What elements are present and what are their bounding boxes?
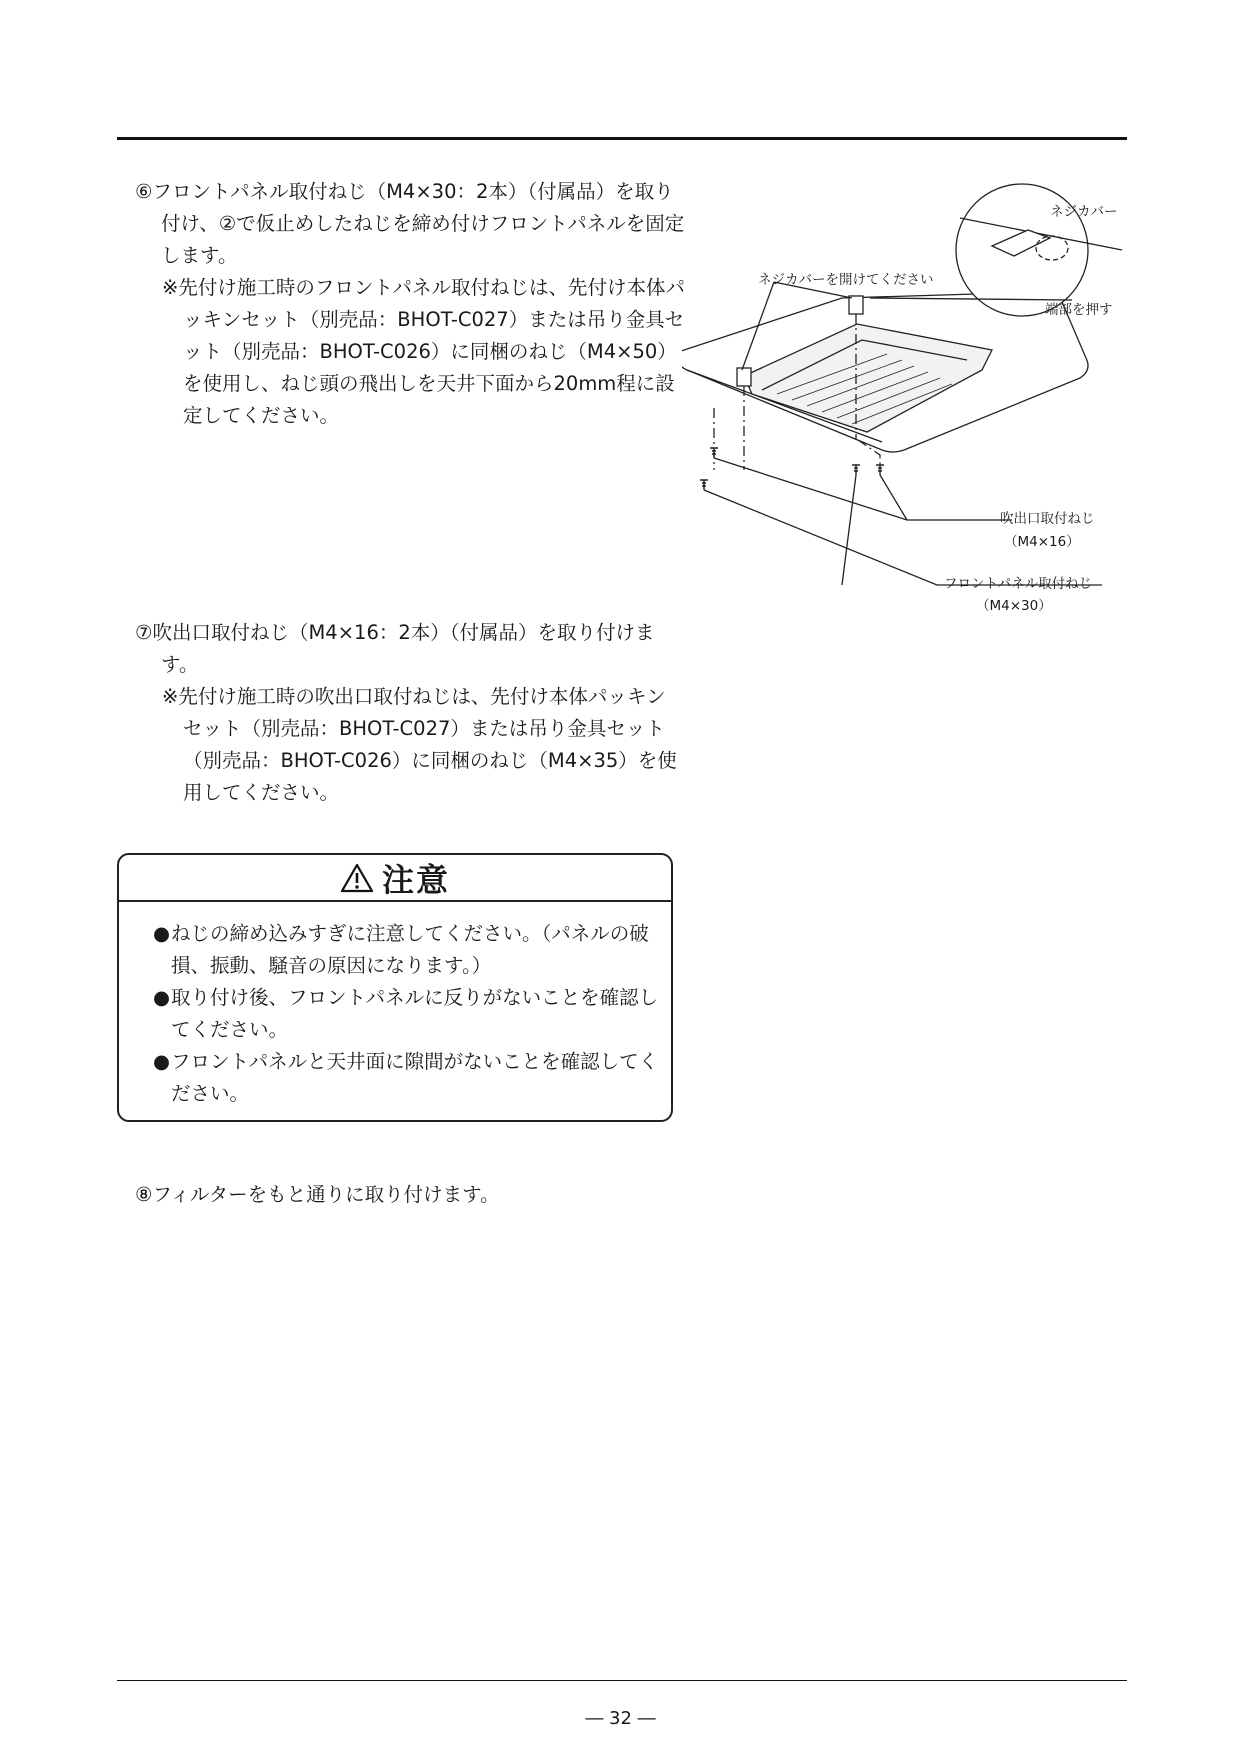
caution-header — [119, 855, 671, 902]
step-7-note: ※先付け施工時の吹出口取付ねじは、先付け本体パッキンセット（別売品：BHOT-C027）または吊り金具セット（別売品：BHOT-C026）に同梱のねじ（M4×35）を使用してください。 — [162, 685, 677, 804]
installation-diagram — [682, 180, 1130, 620]
step-8-text: ⑧フィルターをもと通りに取り付けます。 — [135, 1183, 500, 1206]
caution-box — [117, 853, 673, 1122]
step-6-text: ⑥フロントパネル取付ねじ（M4×30：2本）（付属品）を取り付け、②で仮止めしたねじを締め付けフロントパネルを固定します。 — [135, 180, 685, 267]
step-6-note: ※先付け施工時のフロントパネル取付ねじは、先付け本体パッキンセット（別売品：BHOT-C027）または吊り金具セット（別売品：BHOT-C026）に同梱のねじ（M4×50）を使用し、ねじ頭の飛出しを天井下面から20mm程に設定してください。 — [162, 276, 685, 427]
neji-cover-label: ネジカバー — [1050, 204, 1118, 220]
outlet-screw-size: （M4×16） — [1004, 534, 1080, 550]
panel-screw-label: フロントパネル取付ねじ — [944, 576, 1093, 592]
caution-item: ●取り付け後、フロントパネルに反りがないことを確認してください。 — [153, 986, 659, 1041]
step-8 — [135, 1179, 685, 1211]
footer-rule — [117, 1680, 1127, 1681]
caution-list — [119, 902, 671, 1110]
panel-illustration — [682, 180, 1130, 620]
panel-screw-size: （M4×30） — [976, 598, 1052, 614]
warning-icon — [340, 862, 374, 894]
step-7-text: ⑦吹出口取付ねじ（M4×16：2本）（付属品）を取り付けます。 — [135, 621, 655, 676]
step-6 — [135, 176, 685, 432]
header-rule — [117, 137, 1127, 140]
caution-item: ●フロントパネルと天井面に隙間がないことを確認してください。 — [153, 1050, 659, 1105]
page-number: ― 32 ― — [585, 1708, 656, 1729]
caution-item: ●ねじの締め込みすぎに注意してください。（パネルの破損、振動、騒音の原因になります。） — [153, 922, 649, 977]
open-cover-label: ネジカバーを開けてください — [758, 272, 934, 288]
outlet-screw-label: 吹出口取付ねじ — [1000, 511, 1095, 527]
step-7 — [135, 617, 685, 809]
push-edge-label: 端部を押す — [1045, 302, 1113, 318]
caution-title: 注意 — [381, 860, 450, 899]
